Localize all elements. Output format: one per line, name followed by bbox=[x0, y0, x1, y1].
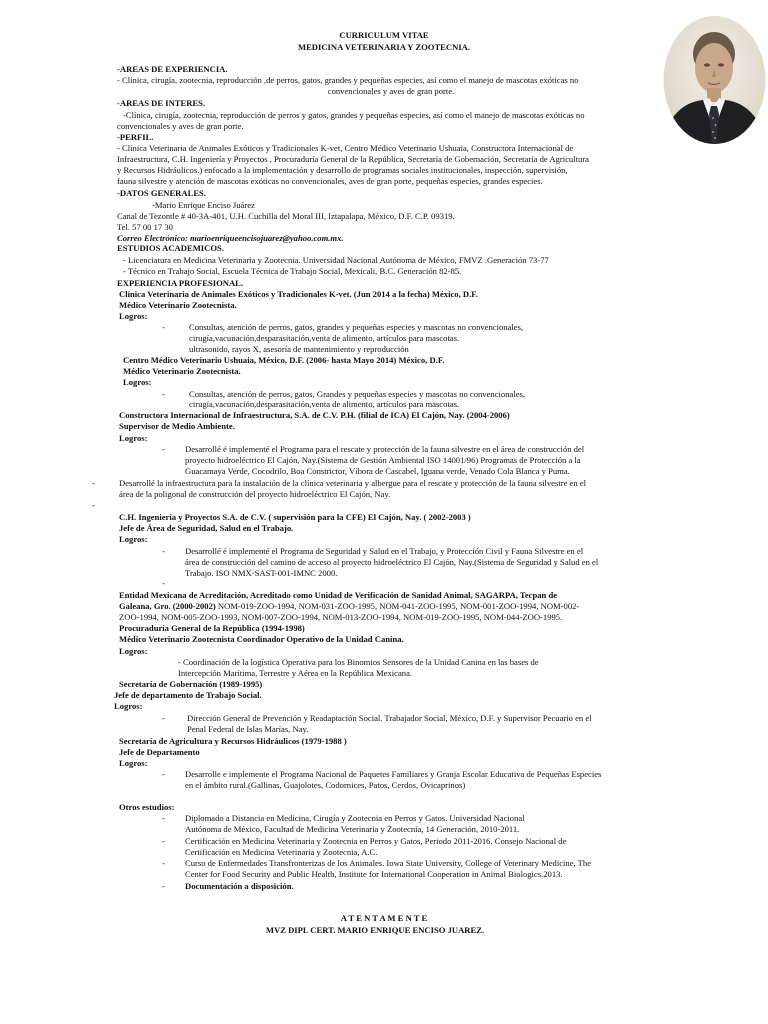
bullet-dash: - bbox=[162, 713, 165, 723]
job-1-item-1: Consultas, atención de perros, gatos, grandes y pequeñas especies y mascotas no convencionales, bbox=[189, 322, 524, 332]
cv-subtitle: MEDICINA VETERINARIA Y ZOOTECNIA. bbox=[297, 42, 471, 52]
other-study-1: Diplomado a Distancia en Medicina, Cirugía y Zootecnia en Perros y Gatos. Universidad Nacional bbox=[185, 813, 525, 823]
job-2-logros: Logros: bbox=[123, 377, 152, 387]
bullet-dash: - bbox=[162, 322, 165, 332]
interest-areas-heading: -AREAS DE INTERES. bbox=[117, 98, 206, 108]
job-6-logros: Logros: bbox=[119, 646, 148, 656]
email-link[interactable]: marioenriqueencisojuarez@yahoo.com.mx. bbox=[187, 233, 344, 243]
closing-regards: A T E N T A M E N T E bbox=[340, 913, 428, 923]
other-study-3: Curso de Enfermedades Transfronterizas de los Animales. Iowa State University, College of Veterinary Medicine, The bbox=[185, 858, 592, 868]
job-5-line-2 bbox=[119, 601, 579, 612]
job-4-role: Jefe de Área de Seguridad, Salud en el Trabajo. bbox=[119, 523, 294, 533]
job-5-dates: Galeana, Gro. (2000-2002) bbox=[119, 601, 216, 611]
job-5-title: Entidad Mexicana de Acreditación, Acreditado como Unidad de Verificación de Sanidad Animal, SAGARPA, Tecpan de bbox=[119, 590, 558, 600]
education-heading: ESTUDIOS ACADEMICOS. bbox=[117, 243, 224, 253]
job-8-title: Secretaría de Agricultura y Recursos Hidráulicos (1979-1988 ) bbox=[119, 736, 347, 746]
bullet-dash: - bbox=[162, 546, 165, 556]
bullet-dash: - bbox=[162, 813, 165, 823]
education-item-2: - Técnico en Trabajo Social, Escuela Técnica de Trabajo Social, Mexicali, B.C. Generación 82-85. bbox=[123, 266, 462, 276]
job-6-item-2: Intercepción Marítima, Terrestre y Aérea en la República Mexicana. bbox=[178, 668, 413, 678]
profile-text-2: Infraestructura, C.H. Ingeniería y Proyectos , Procuraduría General de la República, Secretaría de Gobernación, Secretaría de Agricultura bbox=[117, 154, 589, 164]
job-6-item-1: - Coordinación de la logística Operativa para los Binomios Sensores de la Unidad Canina en las bases de bbox=[178, 657, 539, 667]
interest-areas-text: -Clínica, cirugía, zootecnia, reproducción de perros y gatos, grandes y pequeñas especies, así como el manejo de mascotas exóticas no bbox=[123, 110, 585, 120]
job-2-role: Médico Veterinario Zootecnista. bbox=[123, 366, 241, 376]
job-2-item-1: Consultas, atención de perros, gatos, Grandes y pequeñas especies y mascotas no convencionales, bbox=[189, 389, 526, 399]
experience-areas-heading: -AREAS DE EXPERIENCIA. bbox=[117, 64, 228, 74]
bullet-dash: - bbox=[92, 478, 95, 488]
job-1-logros: Logros: bbox=[119, 311, 148, 321]
job-8-logros: Logros: bbox=[119, 758, 148, 768]
job-6-title: Procuraduría General de la República (1994-1998) bbox=[119, 623, 305, 633]
phone: Tel. 57 00 17 30 bbox=[117, 222, 173, 232]
job-7-item-1: Dirección General de Prevención y Readaptación Social. Trabajador Social, México, D.F. y Supervisor Pecuario en el bbox=[187, 713, 592, 723]
profile-text-3: y Recursos Hidráulicos.) enfocado a la implementación y desarrollo de programas sociales institucionales, inspección, supervisión, bbox=[117, 165, 568, 175]
other-study-2-cont: Certificación en Medicina Veterinaria y Zootecnia, A.C. bbox=[185, 847, 378, 857]
job-3-item-1: Desarrollé é implementé el Programa para el rescate y protección de la fauna silvestre en el área de construcción del bbox=[185, 444, 585, 454]
job-1-item-2: cirugía,vacunación,desparasitación,venta de alimento, artículos para mascotas. bbox=[189, 333, 460, 343]
bullet-dash: - bbox=[162, 881, 165, 891]
other-study-4: Documentación a disposición. bbox=[185, 881, 294, 891]
closing-signature: MVZ DIPL CERT. MARIO ENRIQUE ENCISO JUAREZ. bbox=[265, 925, 485, 935]
job-1-title: Clínica Veterinaria de Animales Exóticos y Tradicionales K-vet. (Jun 2014 a la fecha) México, D.F. bbox=[119, 289, 478, 299]
other-study-3-cont: Center for Food Security and Public Health, Institute for International Cooperation in Animal Biologics.2013. bbox=[185, 869, 563, 879]
job-7-title: Secretaría de Gobernación (1989-1995) bbox=[119, 679, 263, 689]
job-4-item-1: Desarrollé é implementé el Programa de Seguridad y Salud en el Trabajo, y Protección Civil y Fauna Silvestre en el bbox=[185, 546, 584, 556]
bullet-dash: - bbox=[162, 836, 165, 846]
job-4-item-3: Trabajo. ISO NMX-SAST-001-IMNC 2000. bbox=[185, 568, 338, 578]
bullet-dash: - bbox=[162, 444, 165, 454]
professional-experience-heading: EXPERIENCIA PROFESIONAL. bbox=[117, 278, 244, 288]
job-5-norms-2: ZOO-1994, NOM-005-ZOO-1993, NOM-007-ZOO-1994, NOM-013-ZOO-1994, NOM-019-ZOO-1995, NOM-044-ZOO-1995. bbox=[119, 612, 563, 622]
job-7-role: Jefe de departamento de Trabajo Social. bbox=[114, 690, 262, 700]
profile-text-4: fauna silvestre y atención de mascotas exóticas no convencionales, aves de gran porte, pequeñas especies, grandes especies. bbox=[117, 176, 543, 186]
job-4-title: C.H. Ingeniería y Proyectos S.A. de C.V. ( supervisión para la CFE) El Cajón, Nay. ( 2002-2003 ) bbox=[119, 512, 471, 522]
job-4-item-2: área de construcción del camino de acceso al proyecto hidroeléctrico El Cajón, Nay.(Sistema de Seguridad y Salud en el bbox=[185, 557, 599, 567]
job-8-item-2: en el ámbito rural.(Gallinas, Guajolotes, Codornices, Patos, Cerdos, Ovicaprinos) bbox=[185, 780, 466, 790]
job-3-title: Constructora Internacional de Infraestructura, S.A. de C.V. P.H. (filial de ICA) El Cajón, Nay. (2004-2006) bbox=[119, 410, 510, 420]
address: Canal de Tezontle # 40-3A-401, U.H. Cuchilla del Moral III, Iztapalapa, México, D.F. C.P. 09319. bbox=[117, 211, 455, 221]
job-1-item-3: ultrasonido, rayos X, asesoría de mantenimiento y reproducción bbox=[189, 344, 409, 354]
other-study-2: Certificación en Medicina Veterinaria y Zootecnia en Perros y Gatos, Periodo 2011-2016. Consejo Nacional de bbox=[185, 836, 567, 846]
profile-heading: -PERFIL. bbox=[117, 132, 154, 142]
bullet-dash: - bbox=[92, 500, 95, 510]
job-1-role: Médico Veterinario Zootecnista. bbox=[119, 300, 237, 310]
job-7-logros: Logros: bbox=[114, 701, 143, 711]
other-studies-heading: Otros estudios: bbox=[119, 802, 175, 812]
education-item-1: - Licenciatura en Medicina Veterinaria y Zootecnia. Universidad Nacional Autónoma de México, FMVZ .Generación 73-77 bbox=[123, 255, 549, 265]
job-3-logros: Logros: bbox=[119, 433, 148, 443]
other-study-1-cont: Autónoma de México, Facultad de Medicina Veterinaria y Zootecnia, 14 Generación, 2010-2011. bbox=[185, 824, 520, 834]
job-3-item-2: proyecto hidroeléctrico El Cajón, Nay.(Sistema de Gestión Ambiental ISO 14001/96) Programas de Protección a la bbox=[185, 455, 581, 465]
interest-areas-text-2: convencionales y aves de gran porte. bbox=[117, 121, 244, 131]
experience-areas-text: - Clínica, cirugía, zootecnia, reproducción ,de perros, gatos, grandes y pequeñas especies, así como el manejo de mascotas exóticas no bbox=[117, 75, 579, 85]
full-name: -Mario Enrique Enciso Juárez bbox=[152, 200, 255, 210]
job-4-logros: Logros: bbox=[119, 534, 148, 544]
bullet-dash: - bbox=[162, 858, 165, 868]
job-7-item-2: Penal Federal de Islas Marías, Nay. bbox=[187, 724, 309, 734]
job-3-role: Supervisor de Medio Ambiente. bbox=[119, 421, 235, 431]
personal-data-heading: -DATOS GENERALES. bbox=[117, 188, 206, 198]
profile-text-1: - Clínica Veterinaria de Animales Exóticos y Tradicionales K-vet, Centro Médico Veterinario Ushuaia, Constructora Internacional de bbox=[117, 143, 574, 153]
job-3-item-3: Guacamaya Verde, Cocodrilo, Boa Constrictor, Víbora de Cascabel, Iguana verde, Venado Cola Blanca y Puma. bbox=[185, 466, 570, 476]
job-3-item-4: Desarrollé la infraestructura para la instalación de la clínica veterinaria y albergue para el rescate y protección de la fauna silvestre en el bbox=[119, 478, 587, 488]
job-2-item-2: cirugía,vacunación,desparasitación,venta de alimento, artículos para mascotas. bbox=[189, 399, 460, 409]
bullet-dash: - bbox=[162, 578, 165, 588]
job-3-item-5: área de la poligonal de construcción del proyecto hidroeléctrico El Cajón, Nay. bbox=[119, 489, 391, 499]
job-2-title: Centro Médico Veterinario Ushuaia, México, D.F. (2006- hasta Mayo 2014) México, D.F. bbox=[123, 355, 445, 365]
job-5-norms-1: NOM-019-ZOO-1994, NOM-031-ZOO-1995, NOM-041-ZOO-1995, NOM-001-ZOO-1994, NOM-002- bbox=[215, 601, 580, 611]
job-8-role: Jefe de Departamento bbox=[119, 747, 200, 757]
bullet-dash: - bbox=[162, 389, 165, 399]
job-8-item-1: Desarrolle e implemente el Programa Nacional de Paquetes Familiares y Granja Escolar Educativa de Pequeñas Especies bbox=[185, 769, 602, 779]
experience-areas-text-2: convencionales y aves de gran porte. bbox=[327, 86, 455, 96]
email-label: Correo Electrónico: bbox=[117, 233, 188, 243]
job-6-role: Médico Veterinario Zootecnista Coordinador Operativo de la Unidad Canina. bbox=[119, 634, 404, 644]
bullet-dash: - bbox=[162, 769, 165, 779]
cv-title: CURRICULUM VITAE bbox=[339, 30, 429, 40]
